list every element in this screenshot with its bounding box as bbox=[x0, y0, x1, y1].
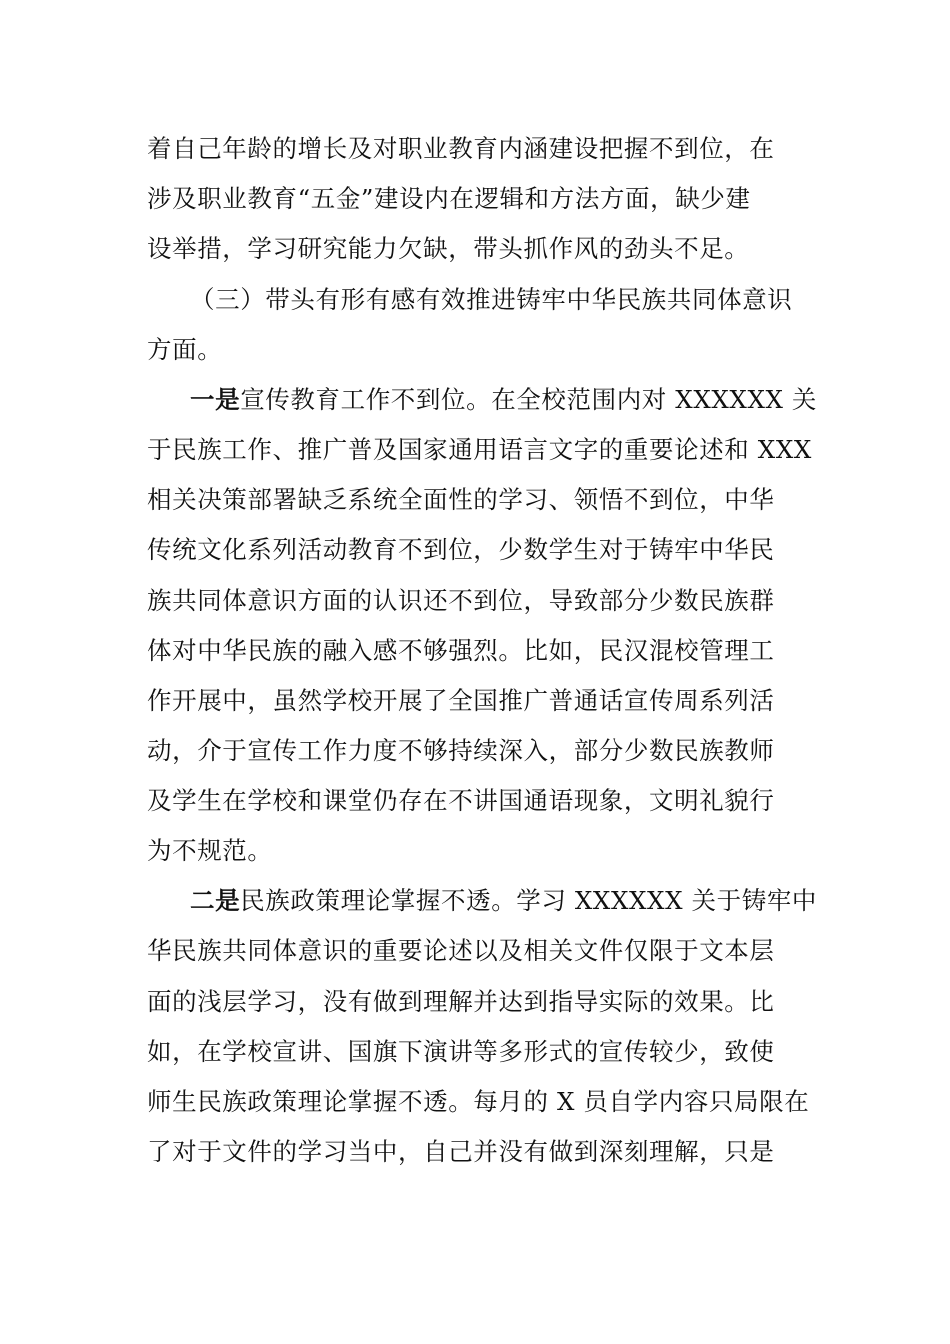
paragraph-two-lead: 二是 bbox=[190, 886, 241, 915]
text-line: 动，介于宣传工作力度不够持续深入，部分少数民族教师 bbox=[147, 736, 775, 765]
paragraph-one-first-line bbox=[190, 380, 817, 420]
text-line: 设举措，学习研究能力欠缺，带头抓作风的劲头不足。 bbox=[147, 234, 750, 263]
paragraph-one-text: 宣传教育工作不到位。在全校范围内对 XXXXXX 关 bbox=[240, 385, 818, 414]
text-line: 及学生在学校和课堂仍存在不讲国通语现象，文明礼貌行 bbox=[147, 786, 775, 815]
text-line: 为不规范。 bbox=[147, 836, 273, 865]
text-line: 族共同体意识方面的认识还不到位，导致部分少数民族群 bbox=[147, 586, 775, 615]
text-line: 如，在学校宣讲、国旗下演讲等多形式的宣传较少，致使 bbox=[147, 1037, 775, 1066]
text-line: 面的浅层学习，没有做到理解并达到指导实际的效果。比 bbox=[147, 987, 775, 1016]
text-line: 相关决策部署缺乏系统全面性的学习、领悟不到位，中华 bbox=[147, 485, 775, 514]
section-heading-continued: 方面。 bbox=[147, 335, 223, 364]
section-heading: （三）带头有形有感有效推进铸牢中华民族共同体意识 bbox=[190, 285, 793, 314]
text-line: 师生民族政策理论掌握不透。每月的 X 员自学内容只局限在 bbox=[147, 1087, 810, 1116]
paragraph-one-lead: 一是 bbox=[190, 385, 241, 414]
paragraph-two-text: 民族政策理论掌握不透。学习 XXXXXX 关于铸牢中 bbox=[240, 886, 818, 915]
text-line: 传统文化系列活动教育不到位，少数学生对于铸牢中华民 bbox=[147, 535, 775, 564]
text-line: 体对中华民族的融入感不够强烈。比如，民汉混校管理工 bbox=[147, 636, 775, 665]
paragraph-two-first-line bbox=[190, 881, 817, 921]
text-line: 作开展中，虽然学校开展了全国推广普通话宣传周系列活 bbox=[147, 686, 775, 715]
text-line: 涉及职业教育“五金”建设内在逻辑和方法方面，缺少建 bbox=[147, 184, 751, 213]
text-line: 着自己年龄的增长及对职业教育内涵建设把握不到位，在 bbox=[147, 134, 775, 163]
text-line: 于民族工作、推广普及国家通用语言文字的重要论述和 XXX bbox=[147, 435, 812, 464]
text-line: 了对于文件的学习当中，自己并没有做到深刻理解，只是 bbox=[147, 1137, 775, 1166]
text-line: 华民族共同体意识的重要论述以及相关文件仅限于文本层 bbox=[147, 936, 775, 965]
